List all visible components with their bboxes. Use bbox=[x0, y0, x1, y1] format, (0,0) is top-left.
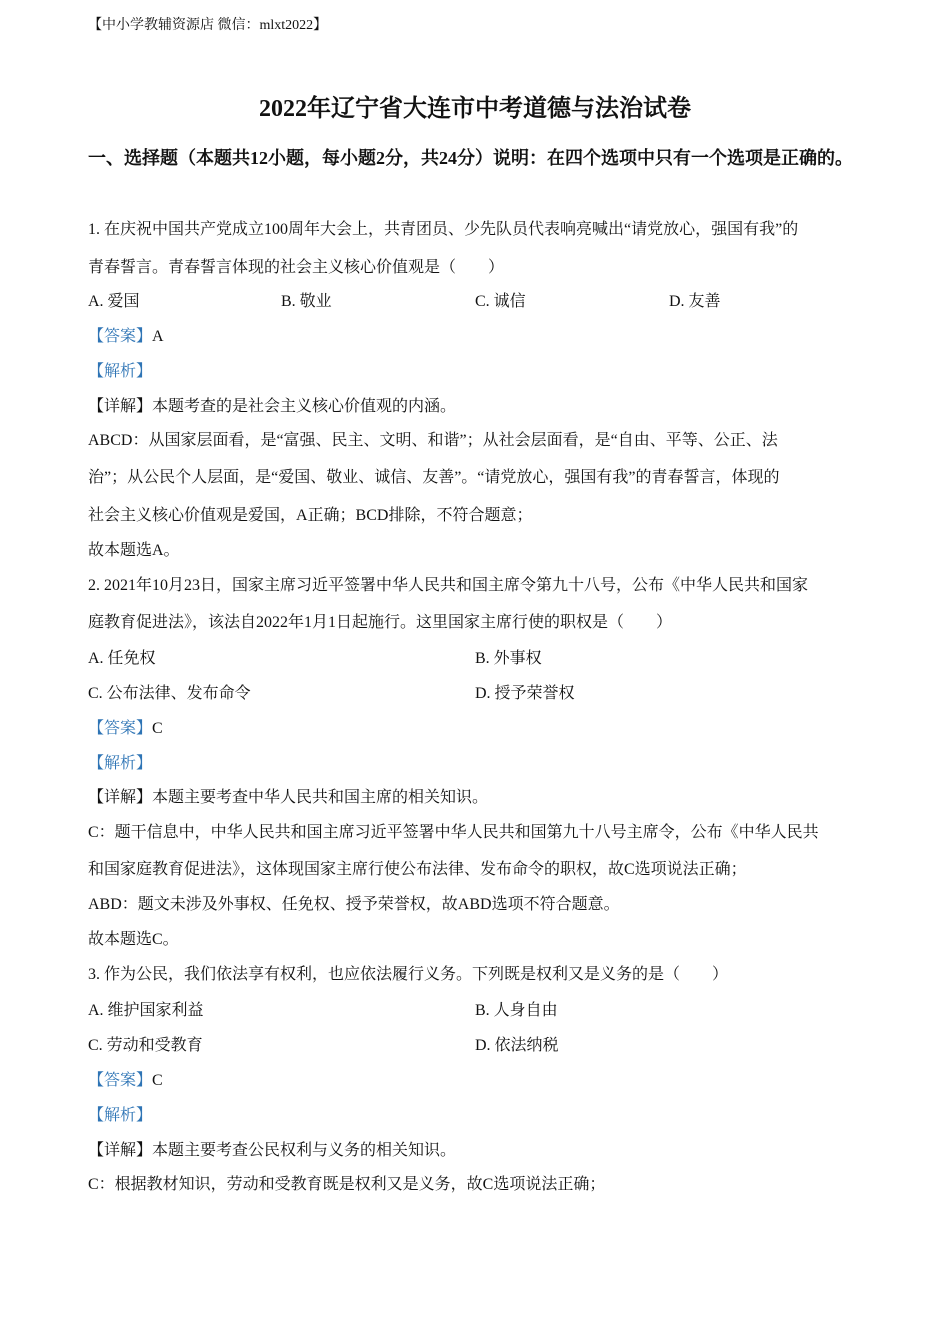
q3-analysis-label: 【解析】 bbox=[88, 1107, 153, 1124]
q1-detail bbox=[88, 395, 868, 419]
q3-option-a: A. 维护国家利益 bbox=[88, 1002, 204, 1019]
q2-explanation-line-2: 和国家庭教育促进法》，这体现国家主席行使公布法律、发布命令的职权，故C选项说法正确； bbox=[88, 861, 747, 878]
q3-detail-text: 本题主要考查公民权利与义务的相关知识。 bbox=[152, 1142, 457, 1159]
answer-label: 【答案】 bbox=[88, 1072, 153, 1089]
q1-option-c: C. 诚信 bbox=[475, 293, 526, 310]
q3-explanation-line-1: C：根据教材知识，劳动和受教育既是权利又是义务，故C选项说法正确； bbox=[88, 1176, 606, 1193]
q1-option-d: D. 友善 bbox=[669, 293, 721, 310]
q1-conclusion: 故本题选A。 bbox=[88, 542, 180, 559]
answer-label: 【答案】 bbox=[88, 720, 153, 737]
q1-explanation-line-3: 社会主义核心价值观是爱国，A正确；BCD排除，不符合题意； bbox=[88, 507, 533, 524]
answer-label: 【答案】 bbox=[88, 328, 153, 345]
q1-option-b: B. 敬业 bbox=[281, 293, 332, 310]
q2-option-a: A. 任免权 bbox=[88, 650, 156, 667]
q2-explanation-line-1: C：题干信息中，中华人民共和国主席习近平签署中华人民共和国第九十八号主席令，公布《中华人民共 bbox=[88, 824, 819, 841]
q3-option-d: D. 依法纳税 bbox=[475, 1037, 559, 1054]
q1-analysis-label: 【解析】 bbox=[88, 363, 153, 380]
q1-answer bbox=[88, 325, 868, 349]
detail-label: 【详解】 bbox=[88, 789, 153, 806]
page-title: 2022年辽宁省大连市中考道德与法治试卷 bbox=[259, 96, 691, 122]
header-note: 【中小学教辅资源店 微信：mlxt2022】 bbox=[88, 18, 328, 33]
q2-conclusion: 故本题选C。 bbox=[88, 931, 179, 948]
q3-answer-value: C bbox=[152, 1072, 163, 1089]
q2-stem-line-1: 2. 2021年10月23日，国家主席习近平签署中华人民共和国主席令第九十八号，公布《中华人民共和国家 bbox=[88, 577, 809, 594]
q1-answer-value: A bbox=[152, 328, 164, 345]
q2-answer bbox=[88, 717, 868, 741]
q3-answer bbox=[88, 1069, 868, 1093]
q1-explanation-line-1: ABCD：从国家层面看，是“富强、民主、文明、和谐”；从社会层面看，是“自由、平等、公正、法 bbox=[88, 432, 778, 449]
q1-explanation-line-2: 治”；从公民个人层面，是“爱国、敬业、诚信、友善”。“请党放心，强国有我”的青春誓言，体现的 bbox=[88, 469, 780, 486]
section-heading: 一、选择题（本题共12小题，每小题2分，共24分）说明：在四个选项中只有一个选项是正确的。 bbox=[88, 148, 853, 168]
q2-explanation-line-3: ABD：题文未涉及外事权、任免权、授予荣誉权，故ABD选项不符合题意。 bbox=[88, 896, 620, 913]
q1-option-a: A. 爱国 bbox=[88, 293, 140, 310]
q2-option-b: B. 外事权 bbox=[475, 650, 542, 667]
q1-detail-text: 本题考查的是社会主义核心价值观的内涵。 bbox=[152, 398, 457, 415]
q2-option-c: C. 公布法律、发布命令 bbox=[88, 685, 251, 702]
detail-label: 【详解】 bbox=[88, 1142, 153, 1159]
q2-answer-value: C bbox=[152, 720, 163, 737]
q3-detail bbox=[88, 1139, 868, 1163]
q1-stem-line-2: 青春誓言。青春誓言体现的社会主义核心价值观是（ ） bbox=[88, 259, 505, 276]
q3-option-b: B. 人身自由 bbox=[475, 1002, 558, 1019]
q2-detail bbox=[88, 786, 868, 810]
q2-stem-line-2: 庭教育促进法》，该法自2022年1月1日起施行。这里国家主席行使的职权是（ ） bbox=[88, 614, 673, 631]
q2-analysis-label: 【解析】 bbox=[88, 755, 153, 772]
q2-detail-text: 本题主要考查中华人民共和国主席的相关知识。 bbox=[152, 789, 489, 806]
q2-option-d: D. 授予荣誉权 bbox=[475, 685, 575, 702]
q3-stem-line-1: 3. 作为公民，我们依法享有权利，也应依法履行义务。下列既是权利又是义务的是（ ） bbox=[88, 966, 729, 983]
detail-label: 【详解】 bbox=[88, 398, 153, 415]
q1-stem-line-1: 1. 在庆祝中国共产党成立100周年大会上，共青团员、少先队员代表响亮喊出“请党放心，强国有我”的 bbox=[88, 221, 799, 238]
q3-option-c: C. 劳动和受教育 bbox=[88, 1037, 203, 1054]
